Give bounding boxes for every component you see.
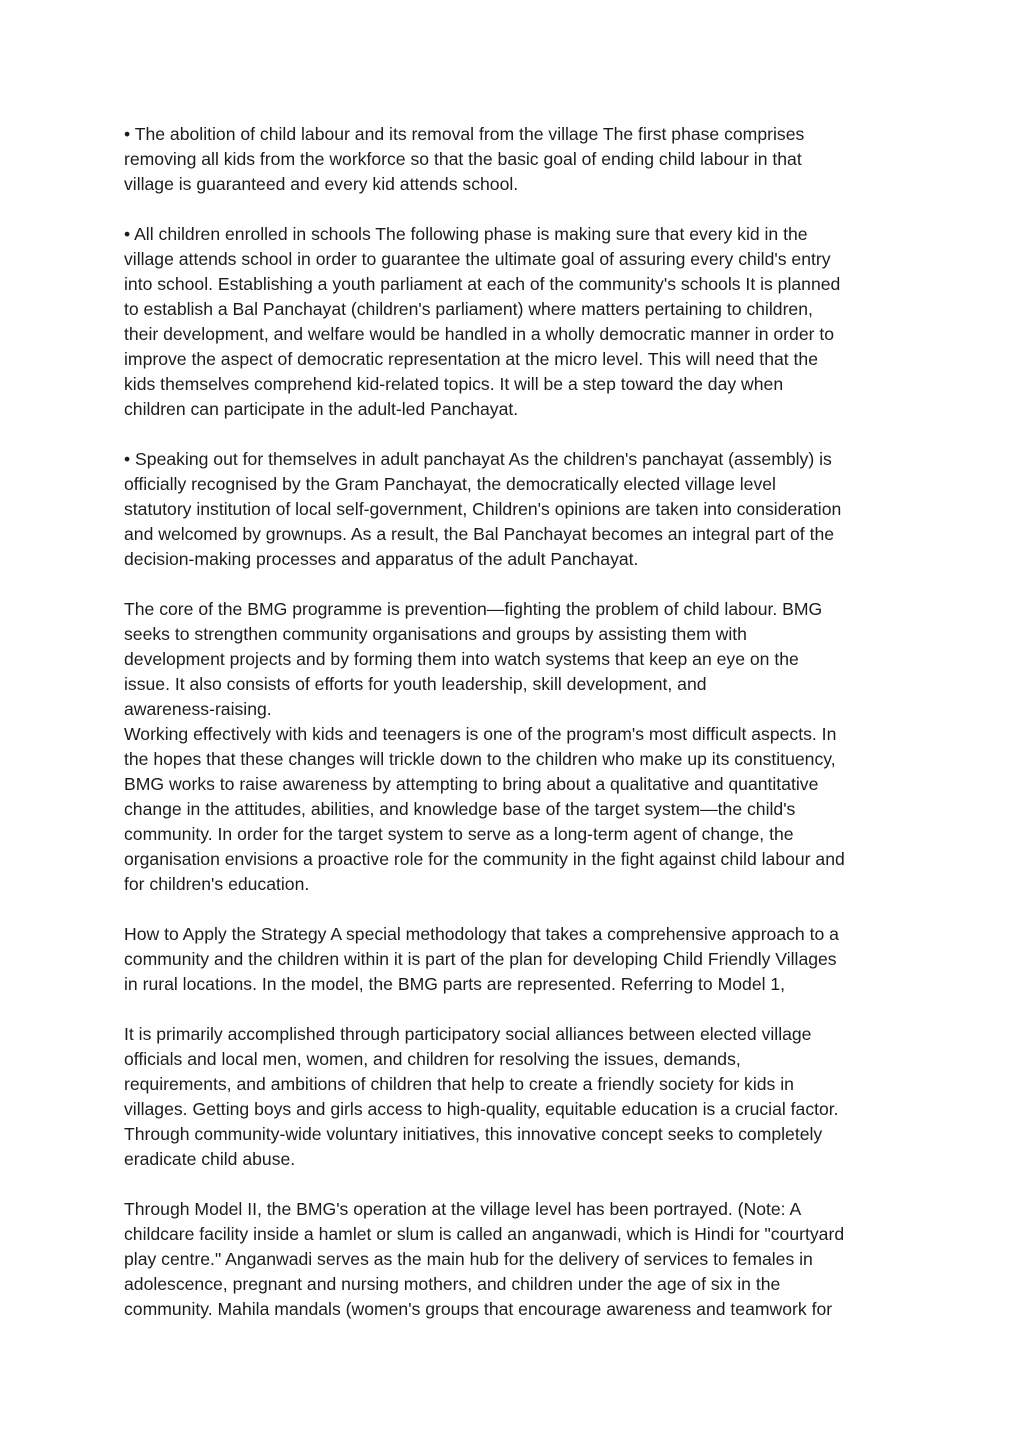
text-line: village is guaranteed and every kid attends school. xyxy=(124,174,519,194)
paragraph-strategy xyxy=(124,922,914,997)
paragraph-model-two xyxy=(124,1197,914,1322)
text-line: • All children enrolled in schools The following phase is making sure that every kid in the xyxy=(124,224,808,244)
text-line: statutory institution of local self-government, Children's opinions are taken into consideration xyxy=(124,499,842,519)
text-line: villages. Getting boys and girls access to high-quality, equitable education is a crucial factor. xyxy=(124,1099,839,1119)
text-line: The core of the BMG programme is prevention—fighting the problem of child labour. BMG xyxy=(124,599,823,619)
text-line: seeks to strengthen community organisations and groups by assisting them with xyxy=(124,624,747,644)
text-line: eradicate child abuse. xyxy=(124,1149,296,1169)
text-line: BMG works to raise awareness by attempting to bring about a qualitative and quantitative xyxy=(124,774,819,794)
text-line: requirements, and ambitions of children that help to create a friendly society for kids in xyxy=(124,1074,794,1094)
text-line: officially recognised by the Gram Panchayat, the democratically elected village level xyxy=(124,474,776,494)
text-line: removing all kids from the workforce so that the basic goal of ending child labour in that xyxy=(124,149,802,169)
document-body xyxy=(124,122,914,1347)
paragraph-speaking-out xyxy=(124,447,914,572)
text-line: • The abolition of child labour and its removal from the village The first phase comprises xyxy=(124,124,805,144)
text-line: community. In order for the target system to serve as a long-term agent of change, the xyxy=(124,824,794,844)
text-line: community. Mahila mandals (women's groups that encourage awareness and teamwork for xyxy=(124,1299,833,1319)
text-line: and welcomed by grownups. As a result, the Bal Panchayat becomes an integral part of the xyxy=(124,524,835,544)
text-line: change in the attitudes, abilities, and knowledge base of the target system—the child's xyxy=(124,799,796,819)
text-line: • Speaking out for themselves in adult panchayat As the children's panchayat (assembly) is xyxy=(124,449,832,469)
text-line: issue. It also consists of efforts for youth leadership, skill development, and xyxy=(124,674,707,694)
text-line: adolescence, pregnant and nursing mothers, and children under the age of six in the xyxy=(124,1274,781,1294)
text-line: children can participate in the adult-led Panchayat. xyxy=(124,399,519,419)
text-line: It is primarily accomplished through participatory social alliances between elected village xyxy=(124,1024,812,1044)
paragraph-abolition xyxy=(124,122,914,197)
text-line: Working effectively with kids and teenagers is one of the program's most difficult aspects. In xyxy=(124,724,837,744)
text-line: community and the children within it is part of the plan for developing Child Friendly Villages xyxy=(124,949,837,969)
paragraph-core xyxy=(124,597,914,722)
text-line: to establish a Bal Panchayat (children's parliament) where matters pertaining to children, xyxy=(124,299,813,319)
text-line: decision-making processes and apparatus of the adult Panchayat. xyxy=(124,549,639,569)
text-line: childcare facility inside a hamlet or slum is called an anganwadi, which is Hindi for "courtyard xyxy=(124,1224,845,1244)
text-line: officials and local men, women, and children for resolving the issues, demands, xyxy=(124,1049,741,1069)
text-line: for children's education. xyxy=(124,874,310,894)
text-line: Through community-wide voluntary initiatives, this innovative concept seeks to completely xyxy=(124,1124,823,1144)
text-line: village attends school in order to guarantee the ultimate goal of assuring every child's entry xyxy=(124,249,831,269)
text-line: into school. Establishing a youth parliament at each of the community's schools It is planned xyxy=(124,274,841,294)
text-line: improve the aspect of democratic representation at the micro level. This will need that the xyxy=(124,349,818,369)
text-line: play centre." Anganwadi serves as the main hub for the delivery of services to females in xyxy=(124,1249,813,1269)
text-line: the hopes that these changes will trickle down to the children who make up its constituency, xyxy=(124,749,836,769)
text-line: their development, and welfare would be handled in a wholly democratic manner in order to xyxy=(124,324,835,344)
paragraph-enrolment xyxy=(124,222,914,422)
text-line: Through Model II, the BMG's operation at the village level has been portrayed. (Note: A xyxy=(124,1199,802,1219)
text-line: awareness-raising. xyxy=(124,699,272,719)
text-line: kids themselves comprehend kid-related topics. It will be a step toward the day when xyxy=(124,374,784,394)
text-line: development projects and by forming them into watch systems that keep an eye on the xyxy=(124,649,799,669)
text-line: How to Apply the Strategy A special methodology that takes a comprehensive approach to a xyxy=(124,924,839,944)
paragraph-working xyxy=(124,722,914,897)
text-line: organisation envisions a proactive role for the community in the fight against child labour and xyxy=(124,849,845,869)
text-line: in rural locations. In the model, the BMG parts are represented. Referring to Model 1, xyxy=(124,974,786,994)
paragraph-alliances xyxy=(124,1022,914,1172)
